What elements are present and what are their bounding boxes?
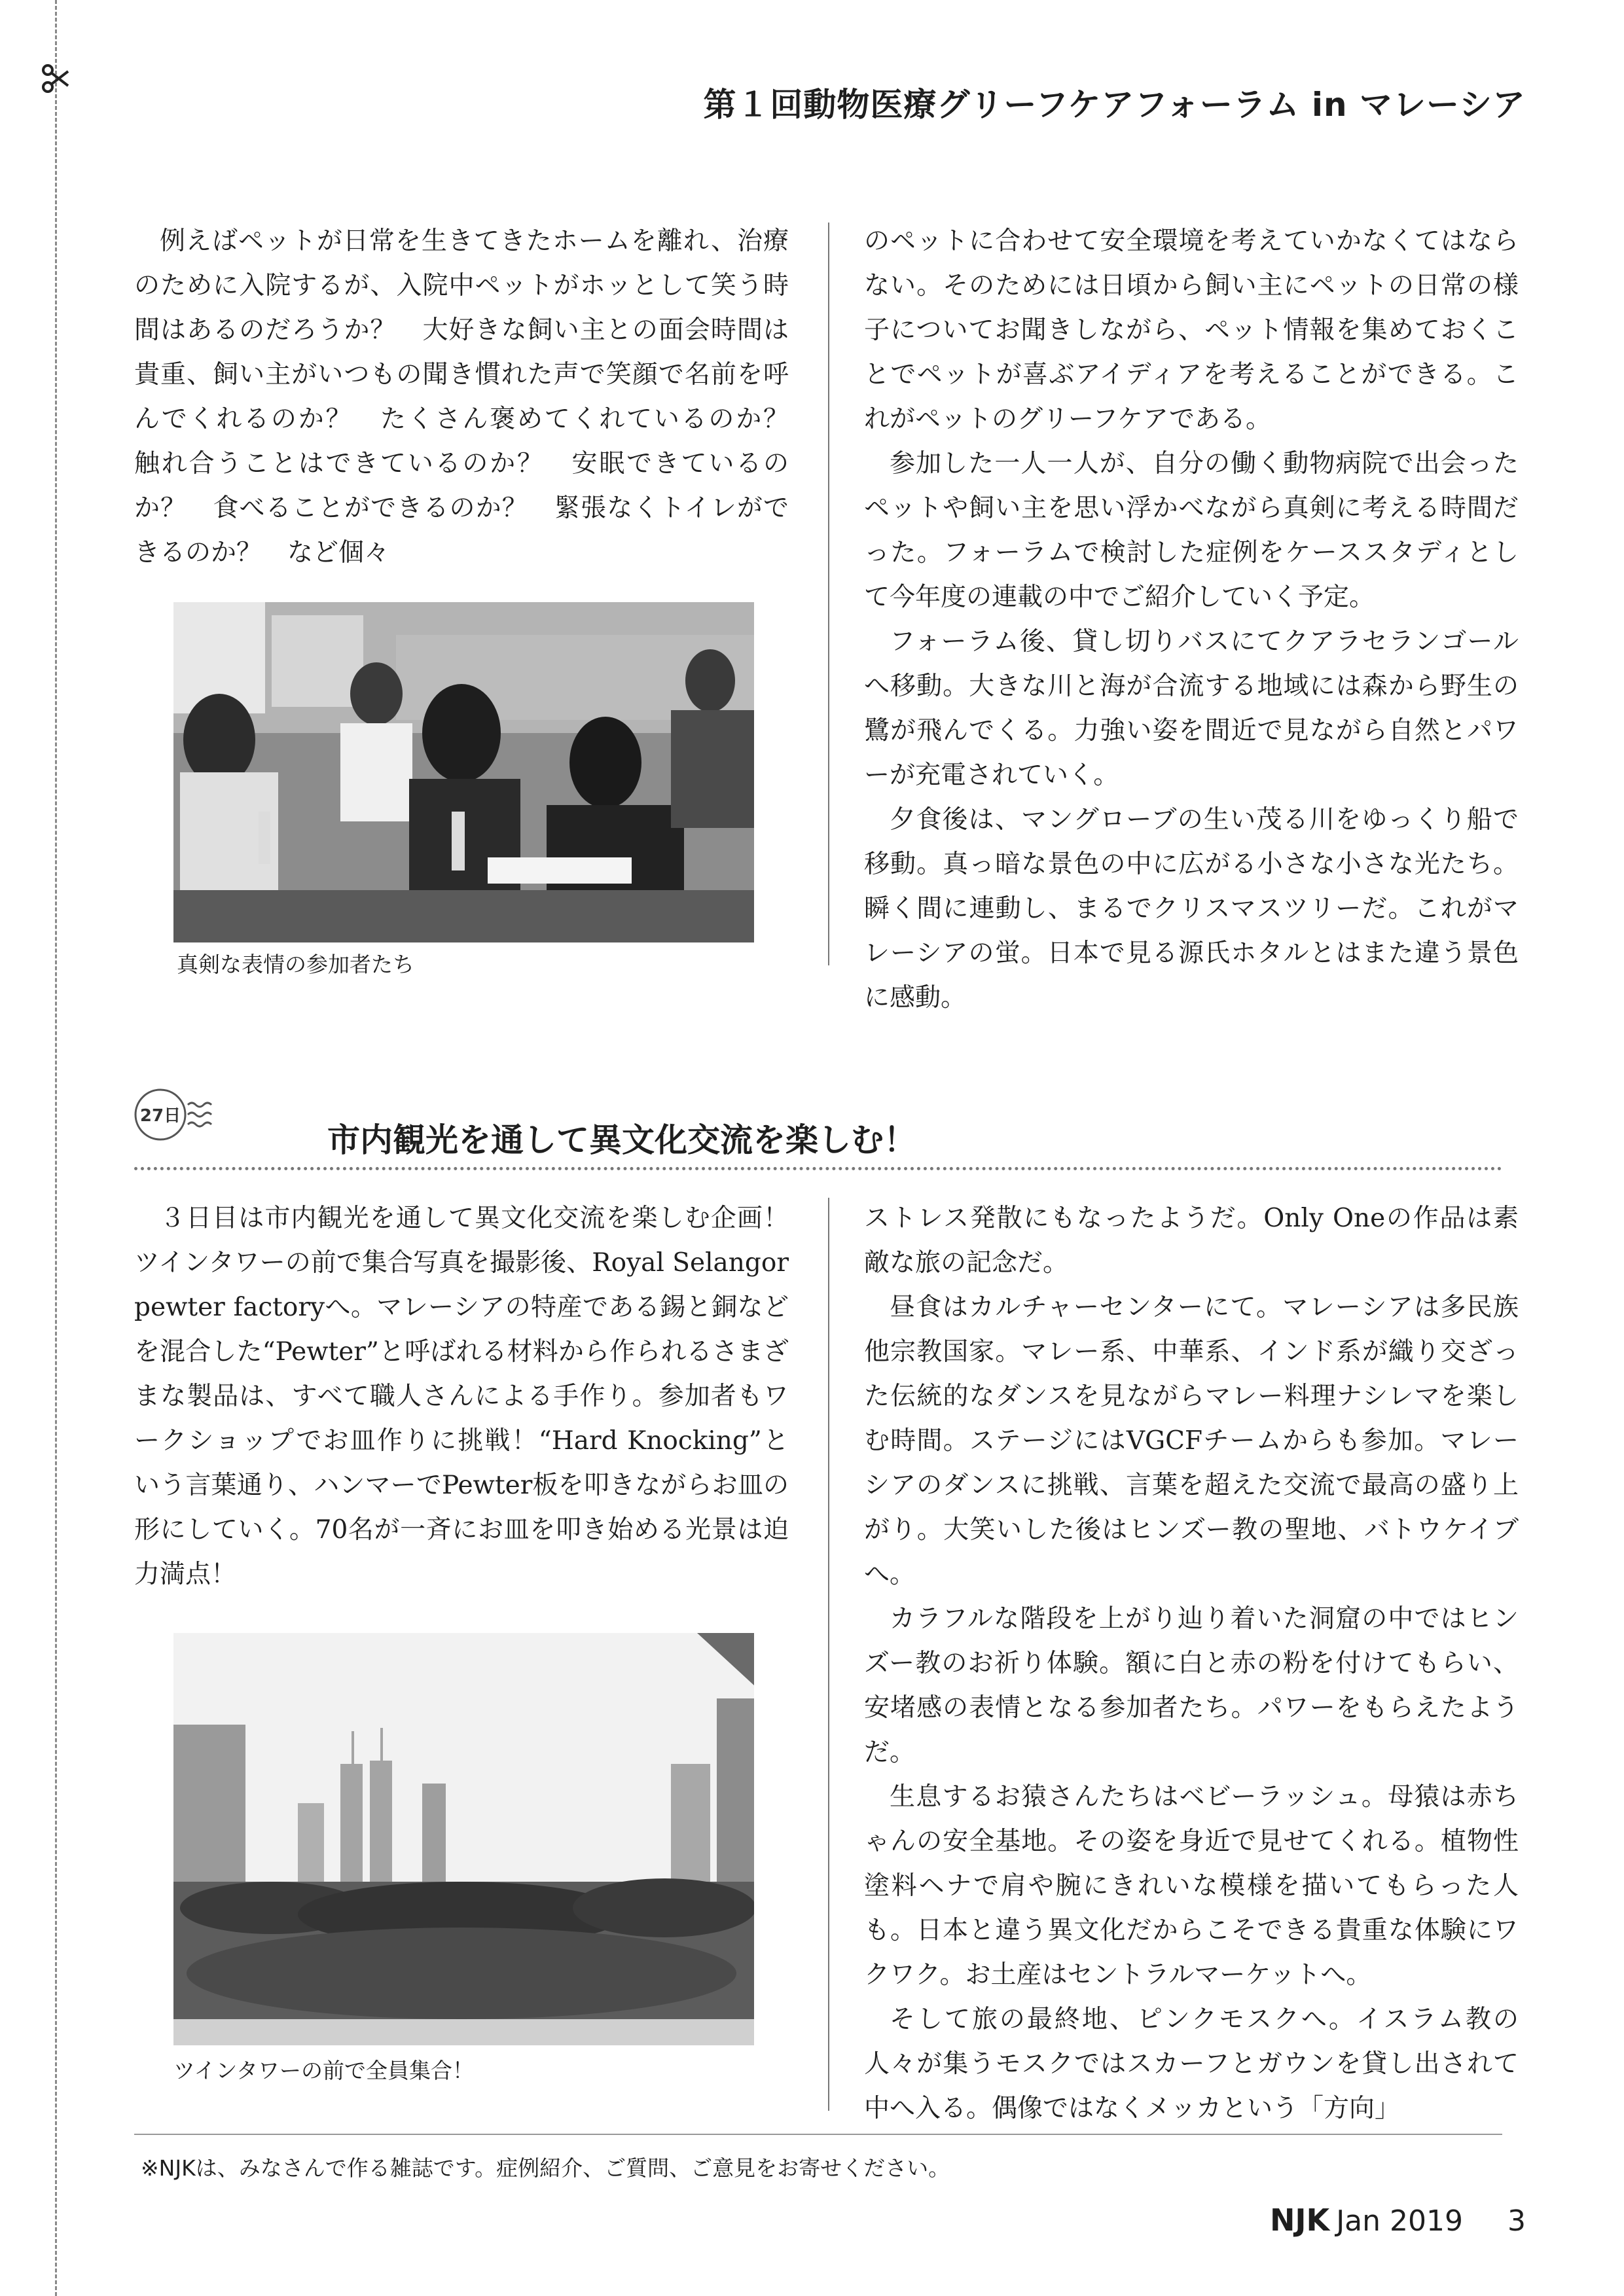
photo-caption: 真剣な表情の参加者たち — [177, 952, 414, 977]
footer-rule — [134, 2134, 1502, 2135]
page-footer — [1270, 2202, 1526, 2238]
participants-photo — [173, 602, 754, 942]
paragraph: カラフルな階段を上がり辿り着いた洞窟の中ではヒンズー教のお祈り体験。額に白と赤の粉を付けてもらい、安堵感の表情となる参加者たち。パワーをもらえたようだ。 — [864, 1604, 1519, 1767]
group-photo — [173, 1633, 754, 2045]
paragraph: ストレス発散にもなったようだ。Only Oneの作品は素敵な旅の記念だ。 — [864, 1204, 1519, 1278]
article-column-left-bottom — [134, 1196, 815, 1597]
section-title: 市内観光を通して異文化交流を楽しむ！ — [327, 1121, 916, 1159]
article-column-left-top — [134, 219, 815, 575]
column-divider — [828, 223, 829, 965]
paragraph: 参加した一人一人が、自分の働く動物病院で出会ったペットや飼い主を思い浮かべながら真剣に考える時間だった。フォーラムで検討した症例をケーススタディとして今年度の連載の中でご紹介していく予定。 — [864, 449, 1519, 612]
paragraph: 夕食後は、マングローブの生い茂る川をゆっくり船で移動。真っ暗な景色の中に広がる小さな小さな光たち。瞬く間に連動し、まるでクリスマスツリーだ。これがマレーシアの蛍。日本で見る源氏ホタルとはまた違う景色に感動。 — [864, 805, 1519, 1013]
footer-note: ※NJKは、みなさんで作る雑誌です。症例紹介、ご質問、ご意見をお寄せください。 — [141, 2155, 950, 2181]
cut-guide-line — [55, 0, 57, 2296]
paragraph: そして旅の最終地、ピンクモスクへ。イスラム教の人々が集うモスクではスカーフとガウンを貸し出されて中へ入る。偶像ではなくメッカという「方向」 — [864, 2005, 1519, 2123]
paragraph: 生息するお猿さんたちはベビーラッシュ。母猿は赤ちゃんの安全基地。その姿を身近で見せてくれる。植物性塗料ヘナで肩や腕にきれいな模様を描いてもらった人も。日本と違う異文化だからこそできる貴重な体験にワクワク。お土産はセントラルマーケットへ。 — [864, 1782, 1519, 1990]
paragraph: ３日目は市内観光を通して異文化交流を楽しむ企画！ ツインタワーの前で集合写真を撮影後、Royal Selangor pewter factoryへ。マレーシアの特産である錫と銅などを混合した“Pewter”と呼ばれる材料から作られるさまざまな製品は、すべて職人さんによる手作り。参加者もワークショップでお皿作りに挑戦！“Hard Knocking”という言葉通り、ハンマーでPewter板を叩きながらお皿の形にしていく。70名が一斉にお皿を叩き始める光景は迫力満点！ — [134, 1204, 815, 1589]
column-divider — [828, 1198, 829, 2111]
paragraph: 昼食はカルチャーセンターにて。マレーシアは多民族他宗教国家。マレー系、中華系、インド系が織り交ざった伝統的なダンスを見ながらマレー料理ナシレマを楽しむ時間。ステージにはVGCFチームからも参加。マレーシアのダンスに挑戦、言葉を超えた交流で最高の盛り上がり。大笑いした後はヒンズー教の聖地、バトウケイブへ。 — [864, 1293, 1519, 1589]
paragraph: フォーラム後、貸し切りバスにてクアラセランゴールへ移動。大きな川と海が合流する地域には森から野生の鷺が飛んでくる。力強い姿を間近で見ながら自然とパワーが充電されていく。 — [864, 627, 1519, 790]
page-header-title: 第１回動物医療グリーフケアフォーラム in マレーシア — [703, 86, 1526, 124]
paragraph: のペットに合わせて安全環境を考えていかなくてはならない。そのためには日頃から飼い主にペットの日常の様子についてお聞きしながら、ペット情報を集めておくことでペットが喜ぶアイディアを考えることができる。これがペットのグリーフケアである。 — [864, 226, 1519, 434]
photo-caption: ツインタワーの前で全員集合！ — [173, 2058, 475, 2083]
page-number: 3 — [1507, 2204, 1526, 2238]
article-column-right-top — [864, 219, 1519, 1020]
magazine-name: NJK — [1269, 2202, 1330, 2238]
scissors-icon — [39, 62, 72, 95]
section-dotted-rule — [134, 1167, 1502, 1170]
day-badge-label: 27日 — [139, 1106, 181, 1126]
day-badge — [134, 1085, 219, 1144]
issue-date: Jan 2019 — [1336, 2204, 1463, 2238]
paragraph: 例えばペットが日常を生きてきたホームを離れ、治療のために入院するが、入院中ペットがホッとして笑う時間はあるのだろうか？ 大好きな飼い主との面会時間は貴重、飼い主がいつもの聞き慣れた声で笑顔で名前を呼んでくれるのか？ たくさん褒めてくれているのか？ 触れ合うことはできているのか？ 安眠できているのか？ 食べることができるのか？ 緊張なくトイレができるのか？ など個々 — [134, 226, 815, 567]
article-column-right-bottom — [864, 1196, 1519, 2131]
